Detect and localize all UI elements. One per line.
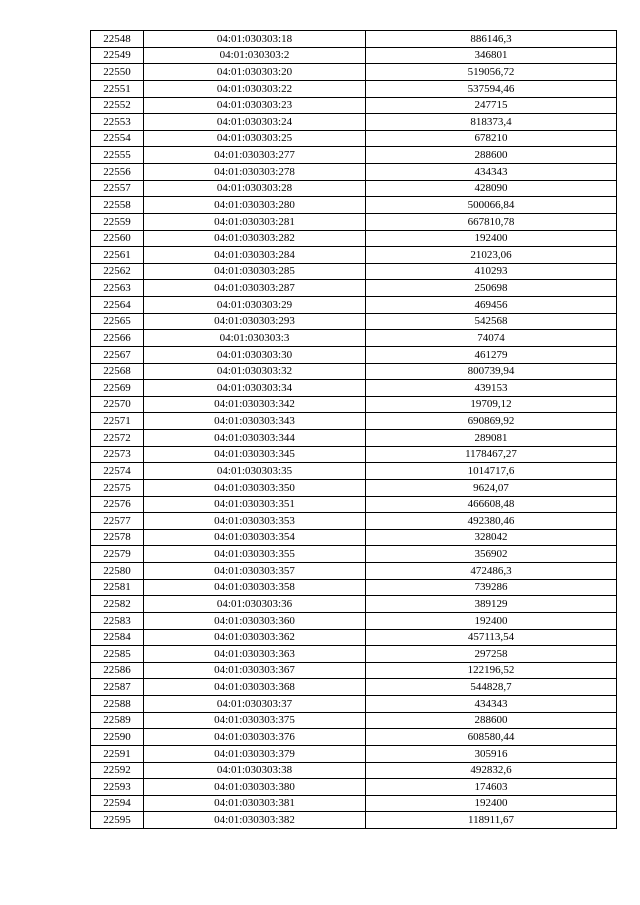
value-cell: 500066,84 [366,197,617,214]
row-number-cell: 22551 [91,80,144,97]
value-cell: 818373,4 [366,114,617,131]
table-row [91,563,617,580]
row-number-cell: 22595 [91,812,144,829]
row-number-cell: 22550 [91,64,144,81]
table-row [91,346,617,363]
table-row [91,180,617,197]
cadastral-number-cell: 04:01:030303:362 [144,629,366,646]
table-row [91,247,617,264]
row-number-cell: 22548 [91,31,144,48]
table-row [91,546,617,563]
table-row [91,679,617,696]
cadastral-number-cell: 04:01:030303:382 [144,812,366,829]
row-number-cell: 22557 [91,180,144,197]
cadastral-number-cell: 04:01:030303:375 [144,712,366,729]
row-number-cell: 22585 [91,646,144,663]
value-cell: 1178467,27 [366,446,617,463]
value-cell: 410293 [366,263,617,280]
row-number-cell: 22559 [91,213,144,230]
cadastral-number-cell: 04:01:030303:342 [144,396,366,413]
row-number-cell: 22549 [91,47,144,64]
value-cell: 690869,92 [366,413,617,430]
table-row [91,263,617,280]
value-cell: 389129 [366,596,617,613]
cadastral-number-cell: 04:01:030303:380 [144,779,366,796]
table-row [91,612,617,629]
table-row [91,396,617,413]
value-cell: 469456 [366,297,617,314]
table-row [91,729,617,746]
row-number-cell: 22587 [91,679,144,696]
row-number-cell: 22563 [91,280,144,297]
table-row [91,297,617,314]
table-row [91,762,617,779]
value-cell: 174603 [366,779,617,796]
table-row [91,795,617,812]
cadastral-number-cell: 04:01:030303:344 [144,430,366,447]
cadastral-number-cell: 04:01:030303:38 [144,762,366,779]
table-row [91,446,617,463]
cadastral-number-cell: 04:01:030303:34 [144,380,366,397]
value-cell: 439153 [366,380,617,397]
value-cell: 472486,3 [366,563,617,580]
row-number-cell: 22561 [91,247,144,264]
row-number-cell: 22566 [91,330,144,347]
cadastral-number-cell: 04:01:030303:18 [144,31,366,48]
table-row [91,330,617,347]
cadastral-number-cell: 04:01:030303:30 [144,346,366,363]
table-row [91,430,617,447]
row-number-cell: 22570 [91,396,144,413]
row-number-cell: 22582 [91,596,144,613]
table-row [91,97,617,114]
cadastral-number-cell: 04:01:030303:353 [144,513,366,530]
cadastral-number-cell: 04:01:030303:281 [144,213,366,230]
row-number-cell: 22553 [91,114,144,131]
row-number-cell: 22558 [91,197,144,214]
cadastral-number-cell: 04:01:030303:367 [144,662,366,679]
value-cell: 192400 [366,612,617,629]
value-cell: 305916 [366,745,617,762]
table-row [91,479,617,496]
cadastral-number-cell: 04:01:030303:280 [144,197,366,214]
table-row [91,363,617,380]
row-number-cell: 22568 [91,363,144,380]
row-number-cell: 22565 [91,313,144,330]
table-row [91,230,617,247]
cadastral-number-cell: 04:01:030303:363 [144,646,366,663]
value-cell: 118911,67 [366,812,617,829]
value-cell: 19709,12 [366,396,617,413]
table-row [91,745,617,762]
table-row [91,31,617,48]
value-cell: 288600 [366,712,617,729]
value-cell: 297258 [366,646,617,663]
value-cell: 544828,7 [366,679,617,696]
cadastral-number-cell: 04:01:030303:351 [144,496,366,513]
value-cell: 328042 [366,529,617,546]
table-row [91,114,617,131]
value-cell: 1014717,6 [366,463,617,480]
value-cell: 678210 [366,130,617,147]
row-number-cell: 22593 [91,779,144,796]
cadastral-number-cell: 04:01:030303:350 [144,479,366,496]
table-row [91,696,617,713]
value-cell: 192400 [366,795,617,812]
row-number-cell: 22552 [91,97,144,114]
cadastral-number-cell: 04:01:030303:24 [144,114,366,131]
row-number-cell: 22581 [91,579,144,596]
cadastral-number-cell: 04:01:030303:284 [144,247,366,264]
cadastral-number-cell: 04:01:030303:360 [144,612,366,629]
table-row [91,380,617,397]
value-cell: 288600 [366,147,617,164]
value-cell: 250698 [366,280,617,297]
row-number-cell: 22573 [91,446,144,463]
row-number-cell: 22560 [91,230,144,247]
row-number-cell: 22575 [91,479,144,496]
table-row [91,629,617,646]
table-row [91,213,617,230]
value-cell: 247715 [366,97,617,114]
row-number-cell: 22567 [91,346,144,363]
value-cell: 192400 [366,230,617,247]
cadastral-number-cell: 04:01:030303:22 [144,80,366,97]
value-cell: 74074 [366,330,617,347]
value-cell: 461279 [366,346,617,363]
cadastral-number-cell: 04:01:030303:23 [144,97,366,114]
cadastral-number-cell: 04:01:030303:25 [144,130,366,147]
value-cell: 428090 [366,180,617,197]
row-number-cell: 22591 [91,745,144,762]
table-row [91,779,617,796]
row-number-cell: 22577 [91,513,144,530]
row-number-cell: 22562 [91,263,144,280]
table-row [91,164,617,181]
table-row [91,812,617,829]
row-number-cell: 22589 [91,712,144,729]
value-cell: 542568 [366,313,617,330]
cadastral-number-cell: 04:01:030303:32 [144,363,366,380]
table-row [91,646,617,663]
value-cell: 800739,94 [366,363,617,380]
cadastral-number-cell: 04:01:030303:285 [144,263,366,280]
cadastral-number-cell: 04:01:030303:379 [144,745,366,762]
value-cell: 537594,46 [366,80,617,97]
value-cell: 346801 [366,47,617,64]
cadastral-number-cell: 04:01:030303:357 [144,563,366,580]
value-cell: 492832,6 [366,762,617,779]
value-cell: 21023,06 [366,247,617,264]
table-row [91,529,617,546]
row-number-cell: 22564 [91,297,144,314]
value-cell: 434343 [366,696,617,713]
cadastral-number-cell: 04:01:030303:35 [144,463,366,480]
cadastral-number-cell: 04:01:030303:293 [144,313,366,330]
value-cell: 466608,48 [366,496,617,513]
value-cell: 122196,52 [366,662,617,679]
row-number-cell: 22579 [91,546,144,563]
row-number-cell: 22555 [91,147,144,164]
cadastral-number-cell: 04:01:030303:36 [144,596,366,613]
cadastral-number-cell: 04:01:030303:345 [144,446,366,463]
row-number-cell: 22586 [91,662,144,679]
value-cell: 739286 [366,579,617,596]
table-row [91,197,617,214]
value-cell: 886146,3 [366,31,617,48]
table-row [91,80,617,97]
table-row [91,413,617,430]
row-number-cell: 22571 [91,413,144,430]
cadastral-number-cell: 04:01:030303:277 [144,147,366,164]
row-number-cell: 22584 [91,629,144,646]
cadastral-number-cell: 04:01:030303:278 [144,164,366,181]
value-cell: 289081 [366,430,617,447]
table-row [91,313,617,330]
value-cell: 356902 [366,546,617,563]
table-body [91,31,617,829]
table-row [91,147,617,164]
cadastral-number-cell: 04:01:030303:37 [144,696,366,713]
row-number-cell: 22569 [91,380,144,397]
cadastral-number-cell: 04:01:030303:287 [144,280,366,297]
value-cell: 519056,72 [366,64,617,81]
cadastral-number-cell: 04:01:030303:368 [144,679,366,696]
row-number-cell: 22580 [91,563,144,580]
table-row [91,579,617,596]
cadastral-number-cell: 04:01:030303:343 [144,413,366,430]
cadastral-number-cell: 04:01:030303:2 [144,47,366,64]
table-row [91,513,617,530]
row-number-cell: 22556 [91,164,144,181]
cadastral-number-cell: 04:01:030303:282 [144,230,366,247]
value-cell: 667810,78 [366,213,617,230]
value-cell: 457113,54 [366,629,617,646]
table-row [91,712,617,729]
cadastral-number-cell: 04:01:030303:376 [144,729,366,746]
table-row [91,47,617,64]
row-number-cell: 22594 [91,795,144,812]
cadastral-number-cell: 04:01:030303:3 [144,330,366,347]
row-number-cell: 22583 [91,612,144,629]
row-number-cell: 22578 [91,529,144,546]
value-cell: 608580,44 [366,729,617,746]
cadastral-number-cell: 04:01:030303:29 [144,297,366,314]
row-number-cell: 22590 [91,729,144,746]
table-row [91,280,617,297]
value-cell: 492380,46 [366,513,617,530]
row-number-cell: 22572 [91,430,144,447]
table-row [91,596,617,613]
value-cell: 9624,07 [366,479,617,496]
table-row [91,662,617,679]
row-number-cell: 22576 [91,496,144,513]
cadastral-number-cell: 04:01:030303:355 [144,546,366,563]
cadastral-number-cell: 04:01:030303:358 [144,579,366,596]
row-number-cell: 22592 [91,762,144,779]
row-number-cell: 22574 [91,463,144,480]
cadastral-value-table [90,30,617,829]
cadastral-number-cell: 04:01:030303:354 [144,529,366,546]
cadastral-number-cell: 04:01:030303:20 [144,64,366,81]
row-number-cell: 22554 [91,130,144,147]
table-row [91,496,617,513]
value-cell: 434343 [366,164,617,181]
row-number-cell: 22588 [91,696,144,713]
table-row [91,64,617,81]
cadastral-number-cell: 04:01:030303:28 [144,180,366,197]
cadastral-number-cell: 04:01:030303:381 [144,795,366,812]
table-row [91,463,617,480]
table-row [91,130,617,147]
